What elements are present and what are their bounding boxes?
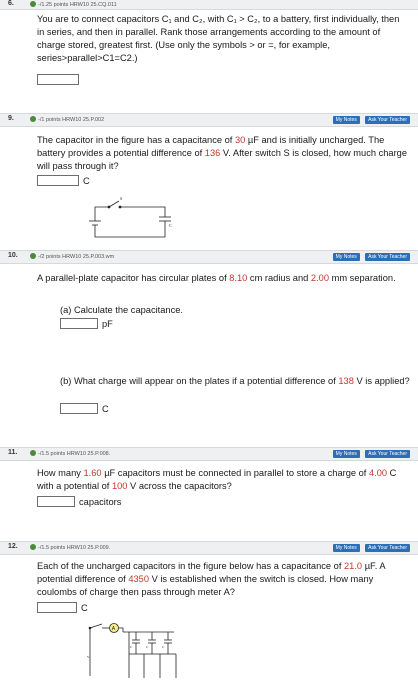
question-header-5 <box>0 541 418 555</box>
ask-teacher-button[interactable]: Ask Your Teacher <box>365 253 410 261</box>
svg-text:C: C <box>130 645 133 649</box>
svg-text:C: C <box>162 645 165 649</box>
points-label: -/1.5 points HRW10 25.P.008. <box>30 450 110 457</box>
svg-text:C: C <box>146 645 149 649</box>
svg-text:C: C <box>169 223 172 228</box>
voltage-value: 4350 <box>128 574 149 584</box>
ask-teacher-button[interactable]: Ask Your Teacher <box>365 544 410 552</box>
status-dot-icon <box>30 1 36 7</box>
part-a-text: (a) Calculate the capacitance. <box>60 305 183 315</box>
question-number: 11. <box>8 449 18 456</box>
status-dot-icon <box>30 116 36 122</box>
my-notes-button[interactable]: My Notes <box>333 544 360 552</box>
answer-row-3a <box>60 318 113 329</box>
charge-input[interactable] <box>60 403 98 414</box>
unit-label: pF <box>102 318 113 329</box>
unit-label: capacitors <box>79 496 122 507</box>
svg-text:S: S <box>120 196 123 201</box>
circuit-figure-1 <box>85 195 175 243</box>
voltage-value: 100 <box>111 481 128 491</box>
status-dot-icon <box>30 450 36 456</box>
separation-value: 2.00 <box>310 273 330 283</box>
question-header-1 <box>0 0 418 10</box>
circuit-figure-2 <box>82 618 192 680</box>
my-notes-button[interactable]: My Notes <box>333 116 360 124</box>
ask-teacher-button[interactable]: Ask Your Teacher <box>365 450 410 458</box>
question-number: 6. <box>8 0 14 7</box>
status-dot-icon <box>30 253 36 259</box>
ask-teacher-button[interactable]: Ask Your Teacher <box>365 116 410 124</box>
radius-value: 8.10 <box>229 273 248 283</box>
capacitance-value: 30 <box>234 135 246 145</box>
my-notes-button[interactable]: My Notes <box>333 253 360 261</box>
header-buttons <box>329 116 410 124</box>
points-label: -/1.5 points HRW10 25.P.009. <box>30 544 110 551</box>
answer-row-5 <box>37 602 88 613</box>
status-dot-icon <box>30 544 36 550</box>
answer-row-2 <box>37 175 90 186</box>
question-text-4: How many 1.60 µF capacitors must be connected in parallel to store a charge of 4.00 C with a potential of 100 V across the capacitors? <box>37 468 397 491</box>
capacitance-value: 21.0 <box>344 561 363 571</box>
count-input[interactable] <box>37 496 75 507</box>
svg-text:V: V <box>87 655 90 659</box>
ranking-input[interactable] <box>37 74 79 85</box>
question-header-4 <box>0 447 418 461</box>
question-text-2: The capacitor in the figure has a capacitance of 30 µF and is initially uncharged. The battery provides a potential difference of 136 V. After switch S is closed, how much charge will pass through it? <box>37 135 408 171</box>
question-text-5: Each of the uncharged capacitors in the figure below has a capacitance of 21.0 µF. A potential difference of 4350 V is established when the switch is closed. How many coulombs of charge then pass through meter A? <box>37 561 386 597</box>
points-label: -/2 points HRW10 25.P.003.wm <box>30 253 114 260</box>
question-number: 12. <box>8 543 18 550</box>
points-label: -/1.25 points HRW10 25.CQ.011 <box>30 1 117 8</box>
question-text-3: A parallel-plate capacitor has circular plates of 8.10 cm radius and 2.00 mm separation. <box>37 273 396 283</box>
question-text-1: You are to connect capacitors C₁ and C₂, with C₁ > C₂, to a battery, first individually, then in series, and then in parallel. Rank those arrangements according to the amount of charge stored, greatest first. (Use only the symbols > or =, for example, series>parallel>C1=C2.) <box>37 14 400 63</box>
answer-row-4 <box>37 496 121 507</box>
potential-value: 138 <box>338 376 354 386</box>
question-number: 9. <box>8 115 14 122</box>
charge-input[interactable] <box>37 602 77 613</box>
question-header-2 <box>0 113 418 127</box>
question-number: 10. <box>8 252 18 259</box>
capacitance-value: 1.60 <box>83 468 102 478</box>
capacitance-input[interactable] <box>60 318 98 329</box>
question-header-3 <box>0 250 418 264</box>
unit-label: C <box>83 175 90 186</box>
answer-row-1 <box>37 74 79 85</box>
points-label: -/1 points HRW10 25.P.002 <box>30 116 104 123</box>
charge-value: 4.00 <box>368 468 388 478</box>
part-b-text: (b) What charge will appear on the plates if a potential difference of 138 V is applied? <box>60 376 410 386</box>
my-notes-button[interactable]: My Notes <box>333 450 360 458</box>
header-buttons <box>329 253 410 261</box>
header-buttons <box>329 544 410 552</box>
charge-input[interactable] <box>37 175 79 186</box>
header-buttons <box>329 450 410 458</box>
unit-label: C <box>102 403 109 414</box>
answer-row-3b <box>60 403 109 414</box>
unit-label: C <box>81 602 88 613</box>
voltage-value: 136 <box>204 148 221 158</box>
svg-text:A: A <box>111 626 116 632</box>
